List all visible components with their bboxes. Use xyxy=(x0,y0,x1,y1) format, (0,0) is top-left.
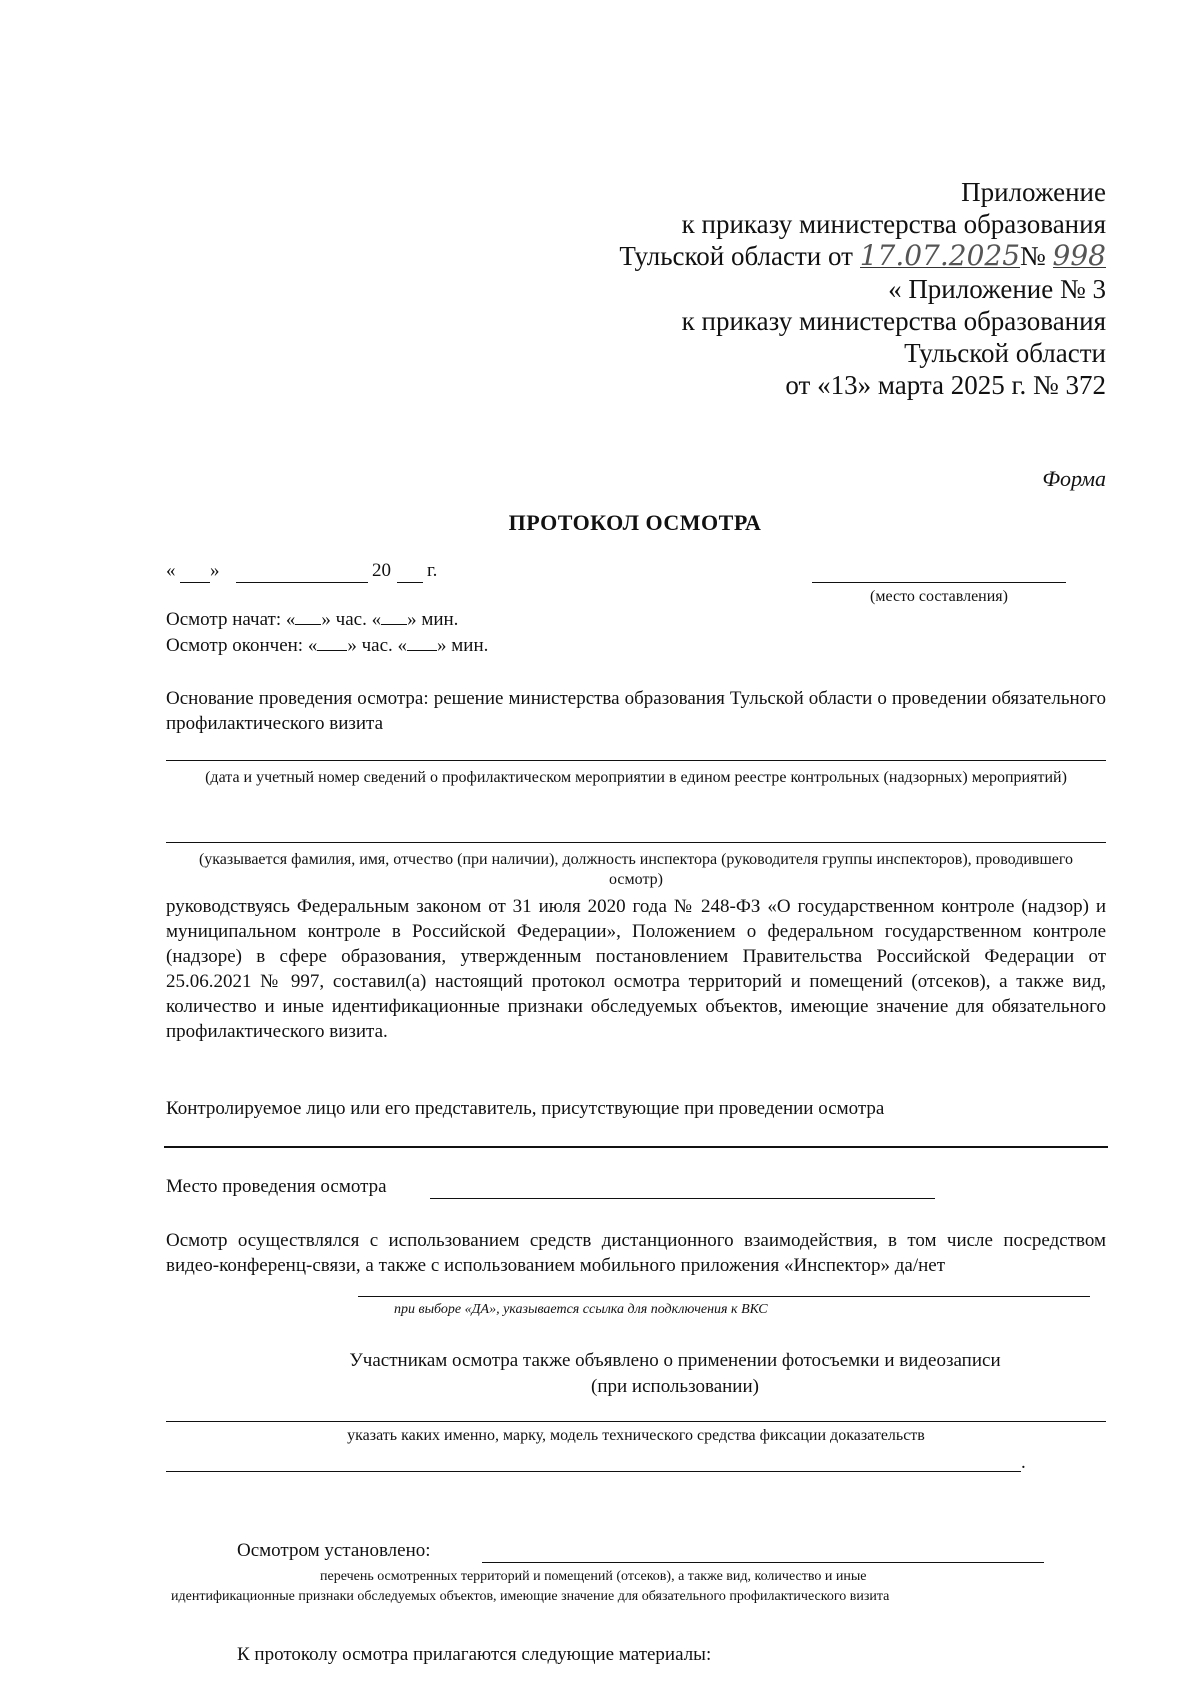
inspection-start: Осмотр начат: « » час. « » мин. xyxy=(166,609,459,630)
basis-blank xyxy=(166,760,1106,761)
remote-paragraph: Осмотр осуществлялся с использованием средств дистанционного взаимодействия, в том числе посредством видео-конференц-связи, а также с использованием мобильного приложения «Инспектор» да/нет xyxy=(166,1230,1106,1276)
photo-period: . xyxy=(1021,1452,1026,1473)
date-open-quote: « xyxy=(166,560,176,581)
header-order-date-line xyxy=(619,240,1106,272)
place-of-inspection-blank xyxy=(430,1198,935,1199)
controlled-person-label: Контролируемое лицо или его представитель, присутствующие при проведении осмотра xyxy=(166,1098,885,1119)
place-of-inspection-label: Место проведения осмотра xyxy=(166,1176,387,1197)
header-appendix-3: « Приложение № 3 xyxy=(888,274,1106,304)
header-original-order: от «13» марта 2025 г. № 372 xyxy=(785,370,1106,400)
header-region: Тульской области xyxy=(904,338,1106,368)
basis-caption: (дата и учетный номер сведений о профилактическом мероприятии в едином реестре контрольных (надзорных) мероприятий) xyxy=(205,769,1067,786)
established-caption-line2: идентификационные признаки обследуемых объектов, имеющие значение для обязательного профилактического визита xyxy=(171,1589,890,1604)
header-order-ref-2: к приказу министерства образования xyxy=(681,306,1106,336)
year-prefix: 20 xyxy=(372,560,391,581)
place-caption: (место составления) xyxy=(870,588,1008,605)
inspection-end: Осмотр окончен: « » час. « » мин. xyxy=(166,635,489,656)
inspector-blank xyxy=(166,842,1106,843)
established-label: Осмотром установлено: xyxy=(237,1540,431,1561)
remote-caption: при выборе «ДА», указывается ссылка для подключения к ВКС xyxy=(394,1302,768,1317)
date-close-quote: » xyxy=(210,560,220,581)
photo-notice-note: (при использовании) xyxy=(591,1376,759,1397)
photo-caption: указать каких именно, марку, модель технического средства фиксации доказательств xyxy=(347,1427,925,1444)
photo-blank xyxy=(166,1421,1106,1422)
basis-paragraph: Основание проведения осмотра: решение министерства образования Тульской области о проведении обязательного профилактического визита xyxy=(166,688,1106,734)
start-minutes-blank xyxy=(381,608,407,625)
year-blank xyxy=(397,582,423,583)
remote-blank xyxy=(358,1296,1090,1297)
place-blank xyxy=(812,582,1066,583)
handwritten-date: 17.07.2025 xyxy=(859,239,1021,272)
controlled-person-blank xyxy=(164,1146,1108,1148)
year-suffix: г. xyxy=(427,560,438,581)
start-hours-blank xyxy=(295,608,321,625)
header-appendix: Приложение xyxy=(961,177,1106,207)
header-order-ref: к приказу министерства образования xyxy=(681,209,1106,239)
attachments-label: К протоколу осмотра прилагаются следующие материалы: xyxy=(237,1644,712,1665)
number-sign: № xyxy=(1020,241,1046,271)
page-title: ПРОТОКОЛ ОСМОТРА xyxy=(508,510,762,535)
inspector-caption: (указывается фамилия, имя, отчество (при наличии), должность инспектора (руководителя группы инспекторов), проводившего осмотр) xyxy=(198,851,1074,888)
photo-notice: Участникам осмотра также объявлено о применении фотосъемки и видеозаписи xyxy=(349,1350,1001,1371)
established-blank xyxy=(482,1562,1044,1563)
form-label: Форма xyxy=(1042,466,1106,491)
handwritten-number: 998 xyxy=(1052,239,1106,272)
day-blank xyxy=(180,582,210,583)
photo-blank-2 xyxy=(166,1471,1021,1472)
established-caption-line1: перечень осмотренных территорий и помещений (отсеков), а также вид, количество и иные xyxy=(320,1569,867,1584)
month-blank xyxy=(236,582,368,583)
legal-basis-paragraph: руководствуясь Федеральным законом от 31 июля 2020 года № 248-ФЗ «О государственном контроле (надзор) и муниципальном контроле в Российской Федерации», Положением о федеральном государственном контроле (надзоре) в сфере образования, утвержденным постановлением Правительства Российской Федерации от 25.06.2021 № 997, составил(а) настоящий протокол осмотра территорий и помещений (отсеков), а также вид, количество и иные идентификационные признаки обследуемых объектов, имеющие значение для обязательного профилактического визита. xyxy=(166,896,1106,1042)
header-region-prefix: Тульской области от xyxy=(619,241,853,271)
end-minutes-blank xyxy=(407,634,437,651)
end-hours-blank xyxy=(317,634,347,651)
